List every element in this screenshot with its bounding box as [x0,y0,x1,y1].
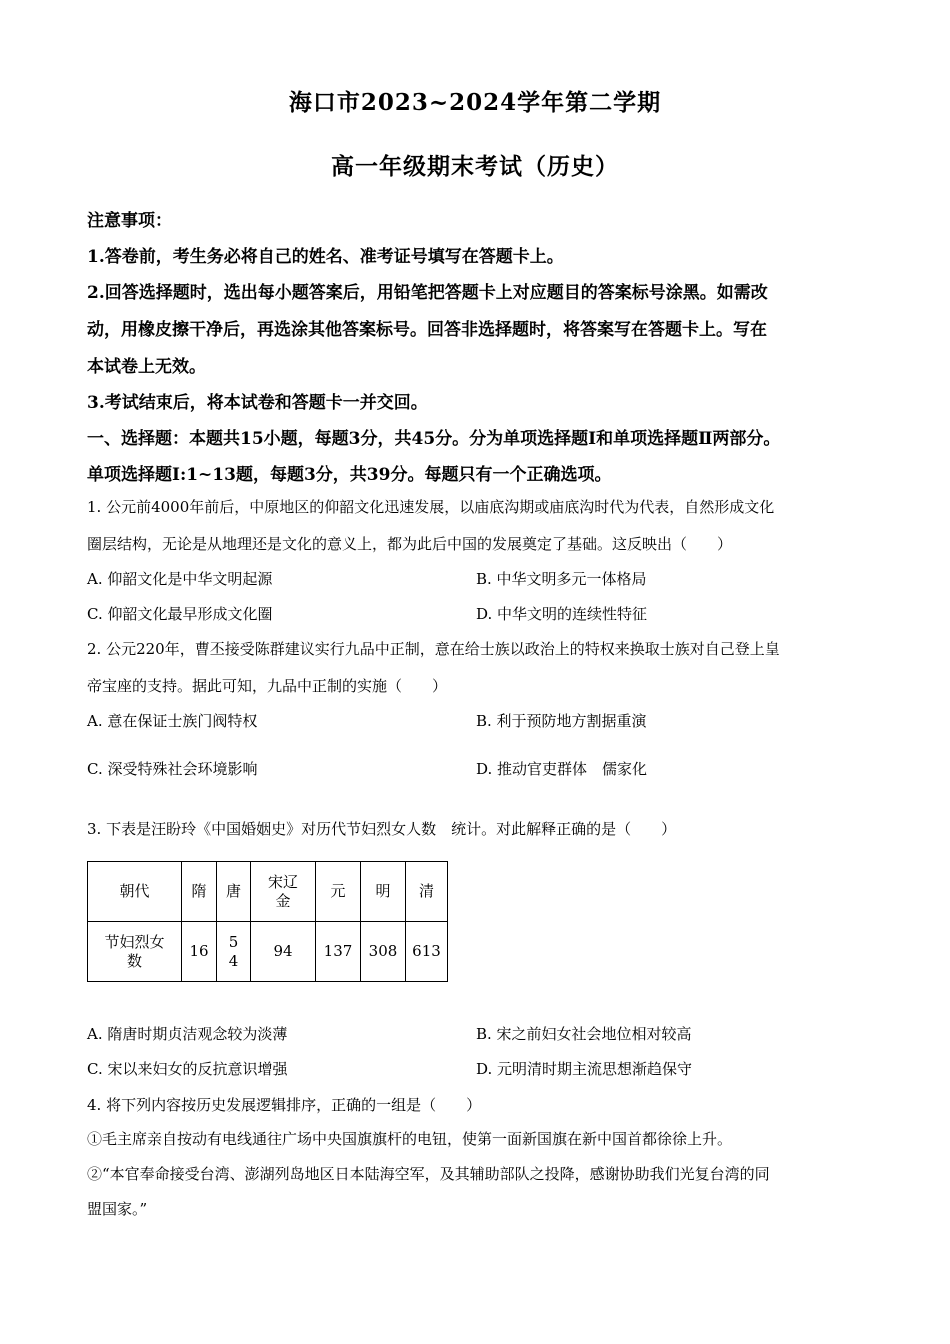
question-1-option-b: B. 中华文明多元一体格局 [476,570,647,588]
table-cell-sui: 16 [182,922,217,982]
question-2-option-b: B. 利于预防地方割据重演 [476,712,647,730]
question-1-option-a: A. 仰韶文化是中华文明起源 [87,570,273,588]
table-header-ming: 明 [361,862,406,922]
question-2-option-c: C. 深受特殊社会环境影响 [87,760,258,778]
table-row-label: 节妇烈女数 [88,922,182,982]
question-4-item-2-line-1: ②“本官奉命接受台湾、澎湖列岛地区日本陆海空军，及其辅助部队之投降，感谢协助我们光复台湾的同 [87,1165,770,1183]
table-header-song-liao-jin: 宋辽金 [251,862,316,922]
question-2-stem-line-2: 帝宝座的支持。据此可知，九品中正制的实施（ ） [87,677,448,695]
table-header-row [88,862,448,922]
table-cell-yuan: 137 [316,922,361,982]
table-header-qing: 清 [406,862,448,922]
martyr-women-table [87,861,448,982]
question-2-option-d: D. 推动官吏群体 儒家化 [476,760,648,778]
table-header-yuan: 元 [316,862,361,922]
table-header-sui: 隋 [182,862,217,922]
question-1-stem-line-1: 1. 公元前4000年前后，中原地区的仰韶文化迅速发展，以庙底沟期或庙底沟时代为代表，自然形成文化 [87,498,775,516]
question-1-option-c: C. 仰韶文化最早形成文化圈 [87,605,273,623]
table-cell-song-liao-jin: 94 [251,922,316,982]
question-1-stem-line-2: 圈层结构，无论是从地理还是文化的意义上，都为此后中国的发展奠定了基础。这反映出（ ） [87,535,733,553]
section-heading-line-2: 单项选择题Ⅰ:1~13题，每题3分，共39分。每题只有一个正确选项。 [87,465,612,485]
question-4-stem: 4. 将下列内容按历史发展逻辑排序，正确的一组是（ ） [87,1096,482,1114]
table-cell-ming: 308 [361,922,406,982]
question-3-option-b: B. 宋之前妇女社会地位相对较高 [476,1025,692,1043]
table-cell-qing: 613 [406,922,448,982]
question-3-stem: 3. 下表是汪盼玲《中国婚姻史》对历代节妇烈女人数 统计。对此解释正确的是（ ） [87,820,677,838]
table-row [88,922,448,982]
question-2-option-a: A. 意在保证士族门阀特权 [87,712,258,730]
exam-title: 海口市2023~2024学年第二学期 [288,89,662,116]
exam-subtitle: 高一年级期末考试（历史） [331,153,619,180]
question-3-option-d: D. 元明清时期主流思想渐趋保守 [476,1060,693,1078]
question-4-item-1: ①毛主席亲自按动有电线通往广场中央国旗旗杆的电钮，使第一面新国旗在新中国首都徐徐上升。 [87,1130,733,1148]
section-heading-line-1: 一、选择题：本题共15小题，每题3分，共45分。分为单项选择题Ⅰ和单项选择题Ⅱ两部分。 [87,429,781,449]
question-2-stem-line-1: 2. 公元220年，曹丕接受陈群建议实行九品中正制，意在给士族以政治上的特权来换取士族对自己登上皇 [87,640,780,658]
notice-item-2-line-1: 2.回答选择题时，选出每小题答案后，用铅笔把答题卡上对应题目的答案标号涂黑。如需改 [87,283,768,303]
question-4-item-2-line-2: 盟国家。” [87,1200,148,1218]
notice-item-2-line-2: 动，用橡皮擦干净后，再选涂其他答案标号。回答非选择题时，将答案写在答题卡上。写在 [87,320,767,340]
table-cell-tang: 54 [217,922,251,982]
question-3-option-a: A. 隋唐时期贞洁观念较为淡薄 [87,1025,288,1043]
notice-item-2-line-3: 本试卷上无效。 [87,357,206,377]
notice-item-1: 1.答卷前，考生务必将自己的姓名、准考证号填写在答题卡上。 [87,247,564,267]
table-header-dynasty: 朝代 [88,862,182,922]
table-header-tang: 唐 [217,862,251,922]
question-3-option-c: C. 宋以来妇女的反抗意识增强 [87,1060,288,1078]
notice-heading: 注意事项： [87,211,172,231]
notice-item-3: 3.考试结束后，将本试卷和答题卡一并交回。 [87,393,428,413]
question-1-option-d: D. 中华文明的连续性特征 [476,605,648,623]
